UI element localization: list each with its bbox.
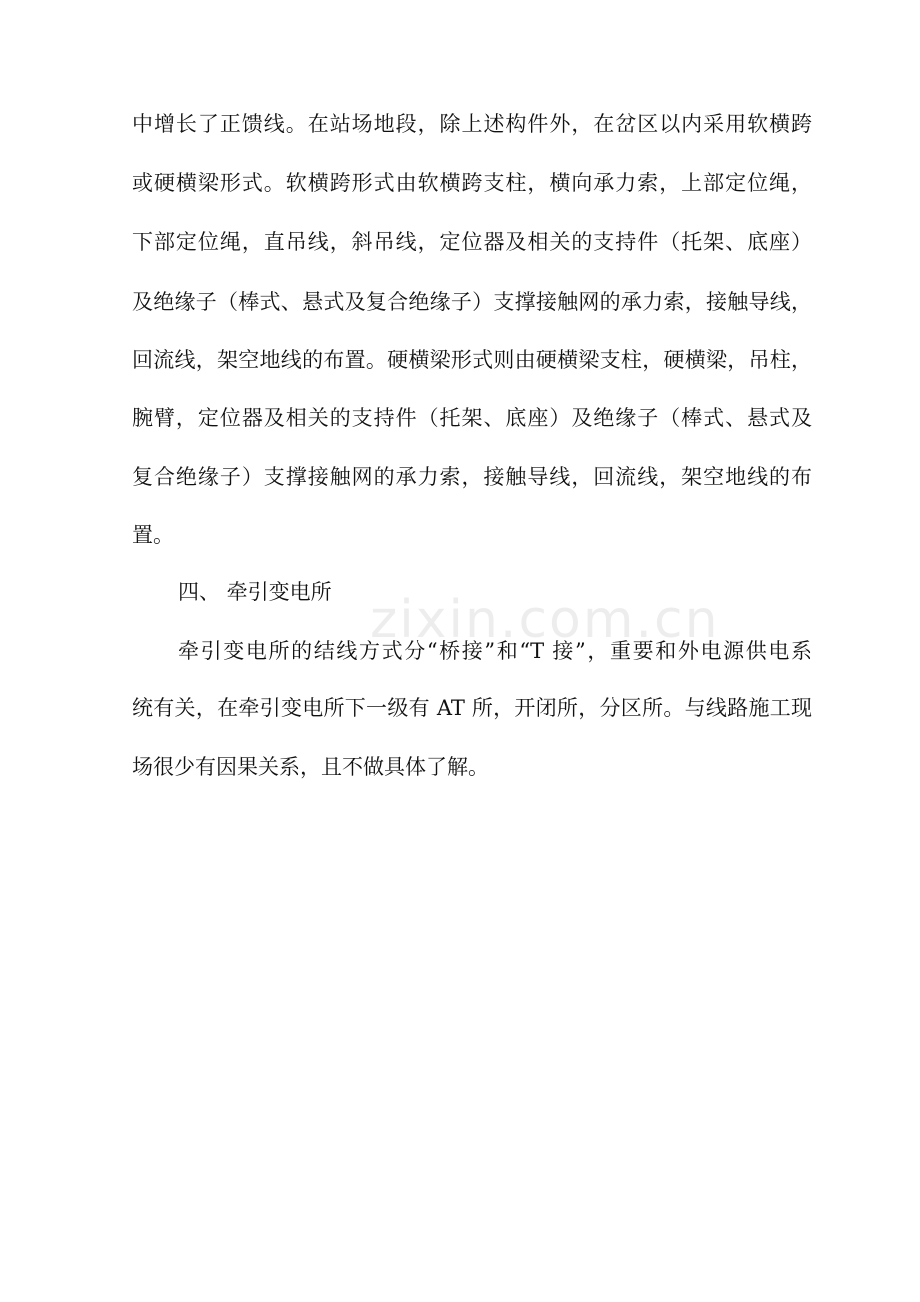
paragraph-1-line-5: 回流线，架空地线的布置。硬横梁形式则由硬横梁支柱，硬横梁，吊柱， [132,348,812,372]
paragraph-1-line-3: 下部定位绳，直吊线，斜吊线，定位器及相关的支持件（托架、底座） [132,230,812,254]
section-heading: 四、 牵引变电所 [178,580,332,604]
paragraph-1-line-6: 腕臂，定位器及相关的支持件（托架、底座）及绝缘子（棒式、悬式及 [132,406,812,430]
paragraph-1-line-1: 中增长了正馈线。在站场地段，除上述构件外，在岔区以内采用软横跨 [132,112,812,136]
paragraph-1-line-7: 复合绝缘子）支撑接触网的承力索，接触导线，回流线，架空地线的布 [132,465,812,489]
paragraph-2-line-1: 牵引变电所的结线方式分“桥接”和“T 接”，重要和外电源供电系 [178,639,812,663]
paragraph-1-line-8: 置。 [132,523,174,547]
paragraph-1-line-4: 及绝缘子（棒式、悬式及复合绝缘子）支撑接触网的承力索，接触导线， [132,290,812,314]
watermark: zixin.com.cn [370,590,720,650]
paragraph-2-line-2: 统有关，在牵引变电所下一级有 AT 所，开闭所，分区所。与线路施工现 [132,696,812,720]
paragraph-2-line-3: 场很少有因果关系，且不做具体了解。 [132,755,489,779]
paragraph-1-line-2: 或硬横梁形式。软横跨形式由软横跨支柱，横向承力索，上部定位绳， [132,171,812,195]
